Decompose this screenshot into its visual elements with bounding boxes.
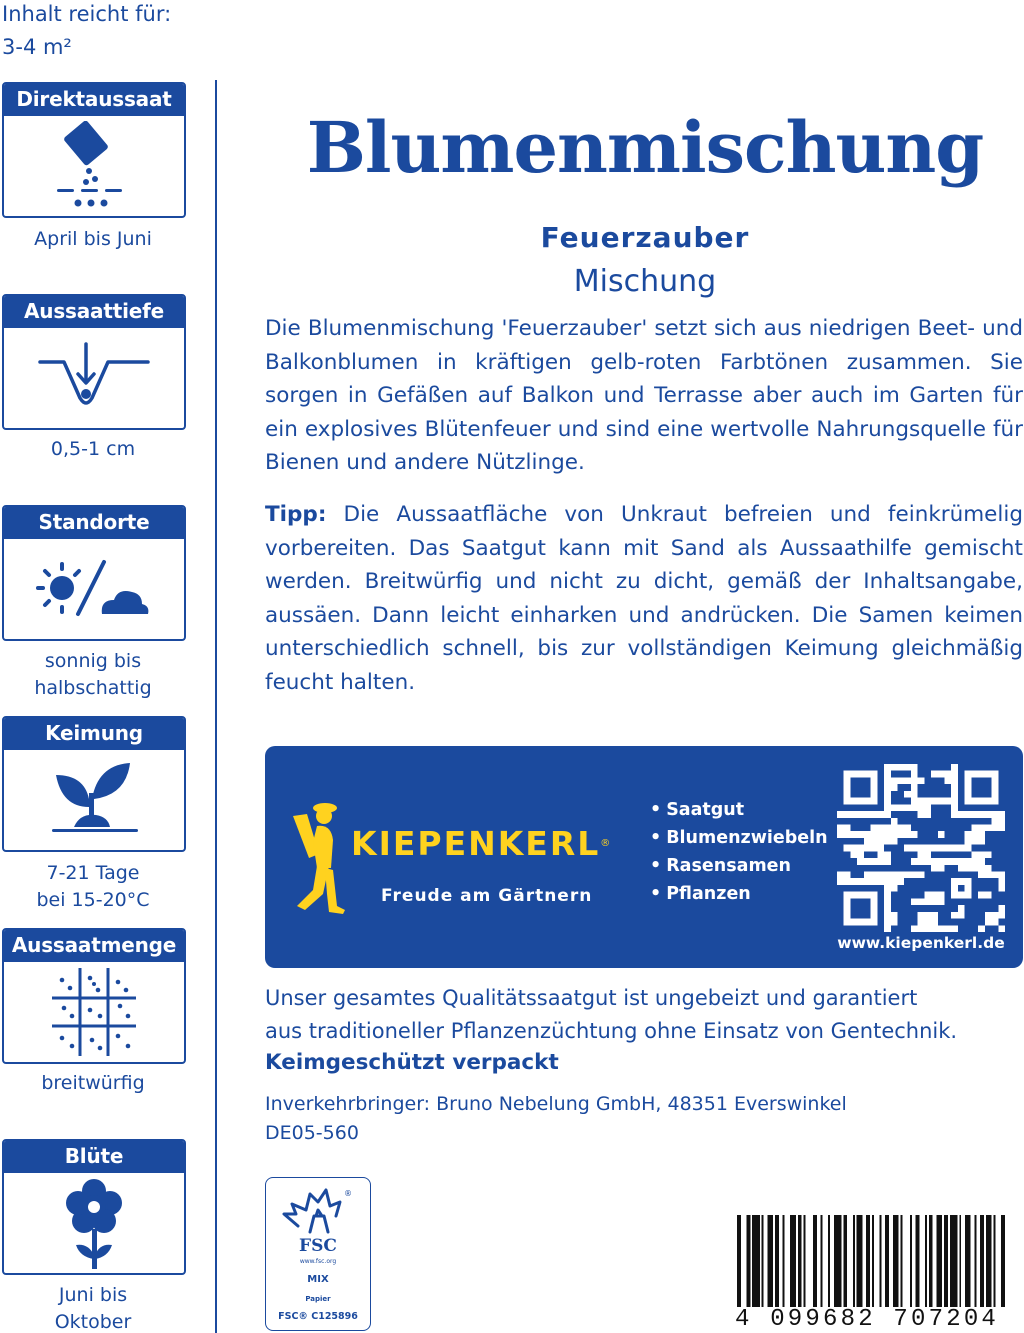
fsc-logo-text: FSC (299, 1236, 337, 1256)
caption-line: 7-21 Tage (46, 862, 140, 884)
registered-mark: ® (600, 838, 611, 849)
fsc-website: www.fsc.org (299, 1258, 337, 1265)
info-box-title: Aussaatmenge (4, 930, 184, 962)
tip-label: Tipp: (265, 502, 327, 527)
hiker-logo-icon (287, 798, 349, 914)
info-box-title: Blüte (4, 1141, 184, 1173)
sun-cloud-icon (34, 554, 154, 624)
sprout-icon (44, 755, 144, 845)
info-box-standorte (2, 505, 186, 641)
sowing-tip (265, 498, 1023, 699)
fsc-mix: MIX (307, 1274, 329, 1285)
info-box-title: Standorte (4, 507, 184, 539)
packed-note: Keimgeschützt verpackt (265, 1050, 559, 1075)
tip-text: Die Aussaatfläche von Unkraut befreien und feinkrümelig vorbereiten. Das Saatgut kann mit Sand als Aussaathilfe gemischt werden. Breitwürfig und nicht zu dicht, gemäß der Inhaltsangabe, aussäen. Dann leicht einharken und andrücken. Die Samen keimen unterschiedlich schnell, bis zur vollständigen Keimung gleichmäßig feucht halten. (265, 502, 1024, 695)
fsc-license: FSC® C125896 (278, 1311, 358, 1322)
qr-code-icon[interactable] (837, 764, 1005, 932)
info-box-title: Aussaattiefe (4, 296, 184, 328)
list-item: • Blumenzwiebeln (650, 824, 828, 852)
product-description: Die Blumenmischung 'Feuerzauber' setzt sich aus niedrigen Beet- und Balkonblumen in kräftigen gelb-roten Farbtönen zusammen. Sie sorgen in Gefäßen auf Balkon und Terrasse aber auch im Garten für ein explosives Blütenfeuer und sind eine wertvolle Nahrungsquelle für Bienen und andere Nützlinge. (265, 316, 1023, 475)
info-caption-bluete (0, 1282, 186, 1333)
brand-name-text: KIEPENKERL (351, 824, 601, 863)
flower-icon (54, 1175, 134, 1271)
info-caption-aussaatmenge (0, 1070, 186, 1097)
sidebar-divider (215, 80, 217, 1333)
fsc-tree-icon (280, 1186, 356, 1236)
info-box-aussaatmenge (2, 928, 186, 1064)
distributor-info (265, 1090, 847, 1148)
info-caption-standorte (0, 648, 186, 702)
barcode (737, 1215, 1022, 1307)
caption-line: breitwürfig (41, 1072, 145, 1094)
brand-panel (265, 746, 1023, 968)
distributor-code: DE05-560 (265, 1122, 359, 1144)
info-box-title: Direktaussaat (4, 84, 184, 116)
brand-website-link[interactable]: www.kiepenkerl.de (837, 934, 1005, 952)
info-box-keimung (2, 716, 186, 852)
caption-line: April bis Juni (34, 228, 152, 250)
caption-line: Juni bis (58, 1284, 128, 1306)
quality-statement (265, 982, 1024, 1047)
caption-line: sonnig bis (44, 650, 142, 672)
sowing-depth-icon (34, 338, 154, 418)
fsc-paper: Papier (305, 1295, 331, 1303)
brand-slogan: Freude am Gärtnern (381, 886, 593, 906)
info-box-aussaattiefe (2, 294, 186, 430)
list-item: • Pflanzen (650, 880, 828, 908)
seed-grid-icon (44, 966, 144, 1058)
caption-line: Oktober (54, 1311, 132, 1333)
seed-sowing-icon (49, 121, 139, 211)
coverage-info (2, 0, 171, 64)
info-box-bluete (2, 1139, 186, 1275)
coverage-value: 3-4 m² (2, 35, 72, 59)
caption-line: 0,5-1 cm (50, 438, 136, 460)
product-type: Mischung (573, 264, 717, 299)
fsc-reg-mark: ® (344, 1189, 352, 1198)
caption-line: halbschattig (34, 677, 152, 699)
brand-name (351, 824, 610, 864)
info-caption-keimung (0, 860, 186, 914)
info-box-direktaussaat (2, 82, 186, 218)
info-box-title: Keimung (4, 718, 184, 750)
info-caption-direktaussaat (0, 226, 186, 253)
quality-line: Unser gesamtes Qualitätssaatgut ist ungebeizt und garantiert (265, 986, 918, 1010)
info-caption-aussaattiefe (0, 436, 186, 463)
list-item: • Rasensamen (650, 852, 828, 880)
coverage-label: Inhalt reicht für: (2, 2, 172, 26)
product-title: Blumenmischung (306, 106, 984, 189)
caption-line: bei 15-20°C (36, 889, 150, 911)
barcode-number: 4 099682 707204 (735, 1306, 1000, 1333)
product-variety: Feuerzauber (540, 221, 750, 254)
list-item: • Saatgut (650, 796, 828, 824)
fsc-label (265, 1177, 371, 1331)
quality-line: aus traditioneller Pflanzenzüchtung ohne Einsatz von Gentechnik. (265, 1018, 958, 1043)
brand-product-list (650, 796, 828, 908)
distributor-line: Inverkehrbringer: Bruno Nebelung GmbH, 48351 Everswinkel (265, 1093, 847, 1115)
